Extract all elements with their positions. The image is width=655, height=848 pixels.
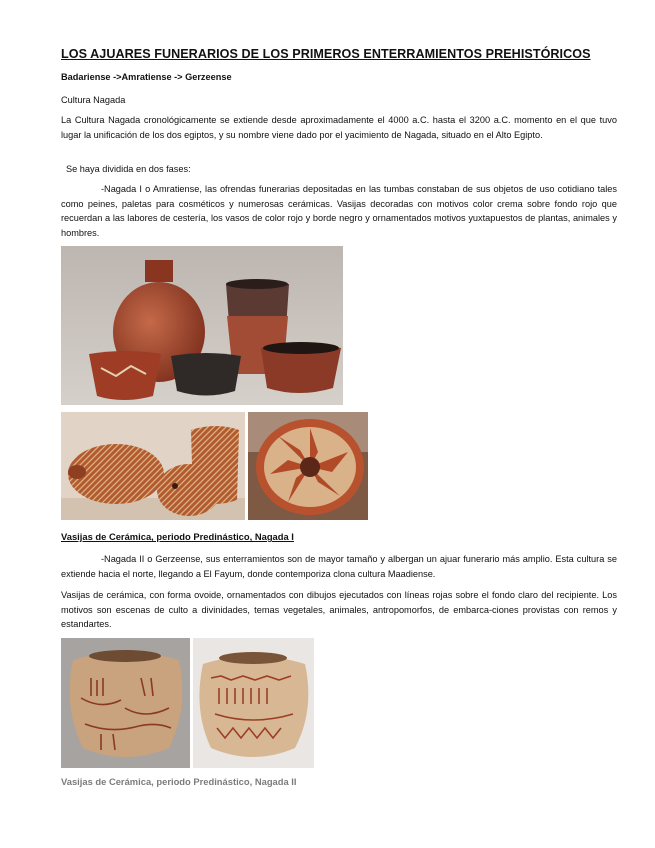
caption-nagada-ii: Vasijas de Cerámica, periodo Predinástico, Nagada II (61, 776, 297, 787)
nagada-ii-vessel-photo-1 (61, 638, 190, 768)
document-title: LOS AJUARES FUNERARIOS DE LOS PRIMEROS ENTERRAMIENTOS PREHISTÓRICOS (61, 47, 591, 61)
culture-sequence: Badariense ->Amratiense -> Gerzeense (61, 72, 232, 82)
vessels-paragraph: Vasijas de cerámica, con forma ovoide, ornamentados con dibujos ejecutados con líneas rojas sobre el fondo claro del recipiente. Los motivos son escenas de culto a divinidades, temas vegetales, animales, antropomorfos, de embarca-ciones provistas con remos y estandartes. (61, 590, 617, 630)
nagada-i-pottery-photo (61, 246, 343, 405)
phases-line: Se haya dividida en dos fases: (66, 164, 191, 174)
decorated-bowl-photo (248, 412, 368, 520)
nagada-i-paragraph: -Nagada I o Amratiense, las ofrendas funerarias depositadas en las tumbas constaban de sus objetos de uso cotidiano tales como peines, paletas para cosméticos y numerosas cerámicas. Vasijas decoradas con motivos color crema sobre fondo rojo que recuerdan a las labores de cestería, los vasos de color rojo y borde negro y ornamentados motivos yuxtapuestos de plantas, animales y hombres. (61, 184, 617, 238)
basketry-pottery-photo (61, 412, 245, 520)
intro-paragraph: La Cultura Nagada cronológicamente se extiende desde aproximadamente el 4000 a.C. hasta el 3200 a.C. momento en el que tuvo lugar la unificación de los dos egiptos, y su nombre viene dado por el yacimiento de Nagada, situado en el Alto Egipto. (61, 115, 617, 140)
section-heading: Cultura Nagada (61, 95, 126, 105)
nagada-ii-vessel-photo-2 (193, 638, 314, 768)
caption-nagada-i: Vasijas de Cerámica, periodo Predinástico, Nagada I (61, 531, 294, 542)
nagada-ii-paragraph: -Nagada II o Gerzeense, sus enterramientos son de mayor tamaño y albergan un ajuar funerario más amplio. Esta cultura se extiende hacia el norte, llegando a El Fayum, donde contemporiza clona cultura Maadiense. (61, 554, 617, 579)
